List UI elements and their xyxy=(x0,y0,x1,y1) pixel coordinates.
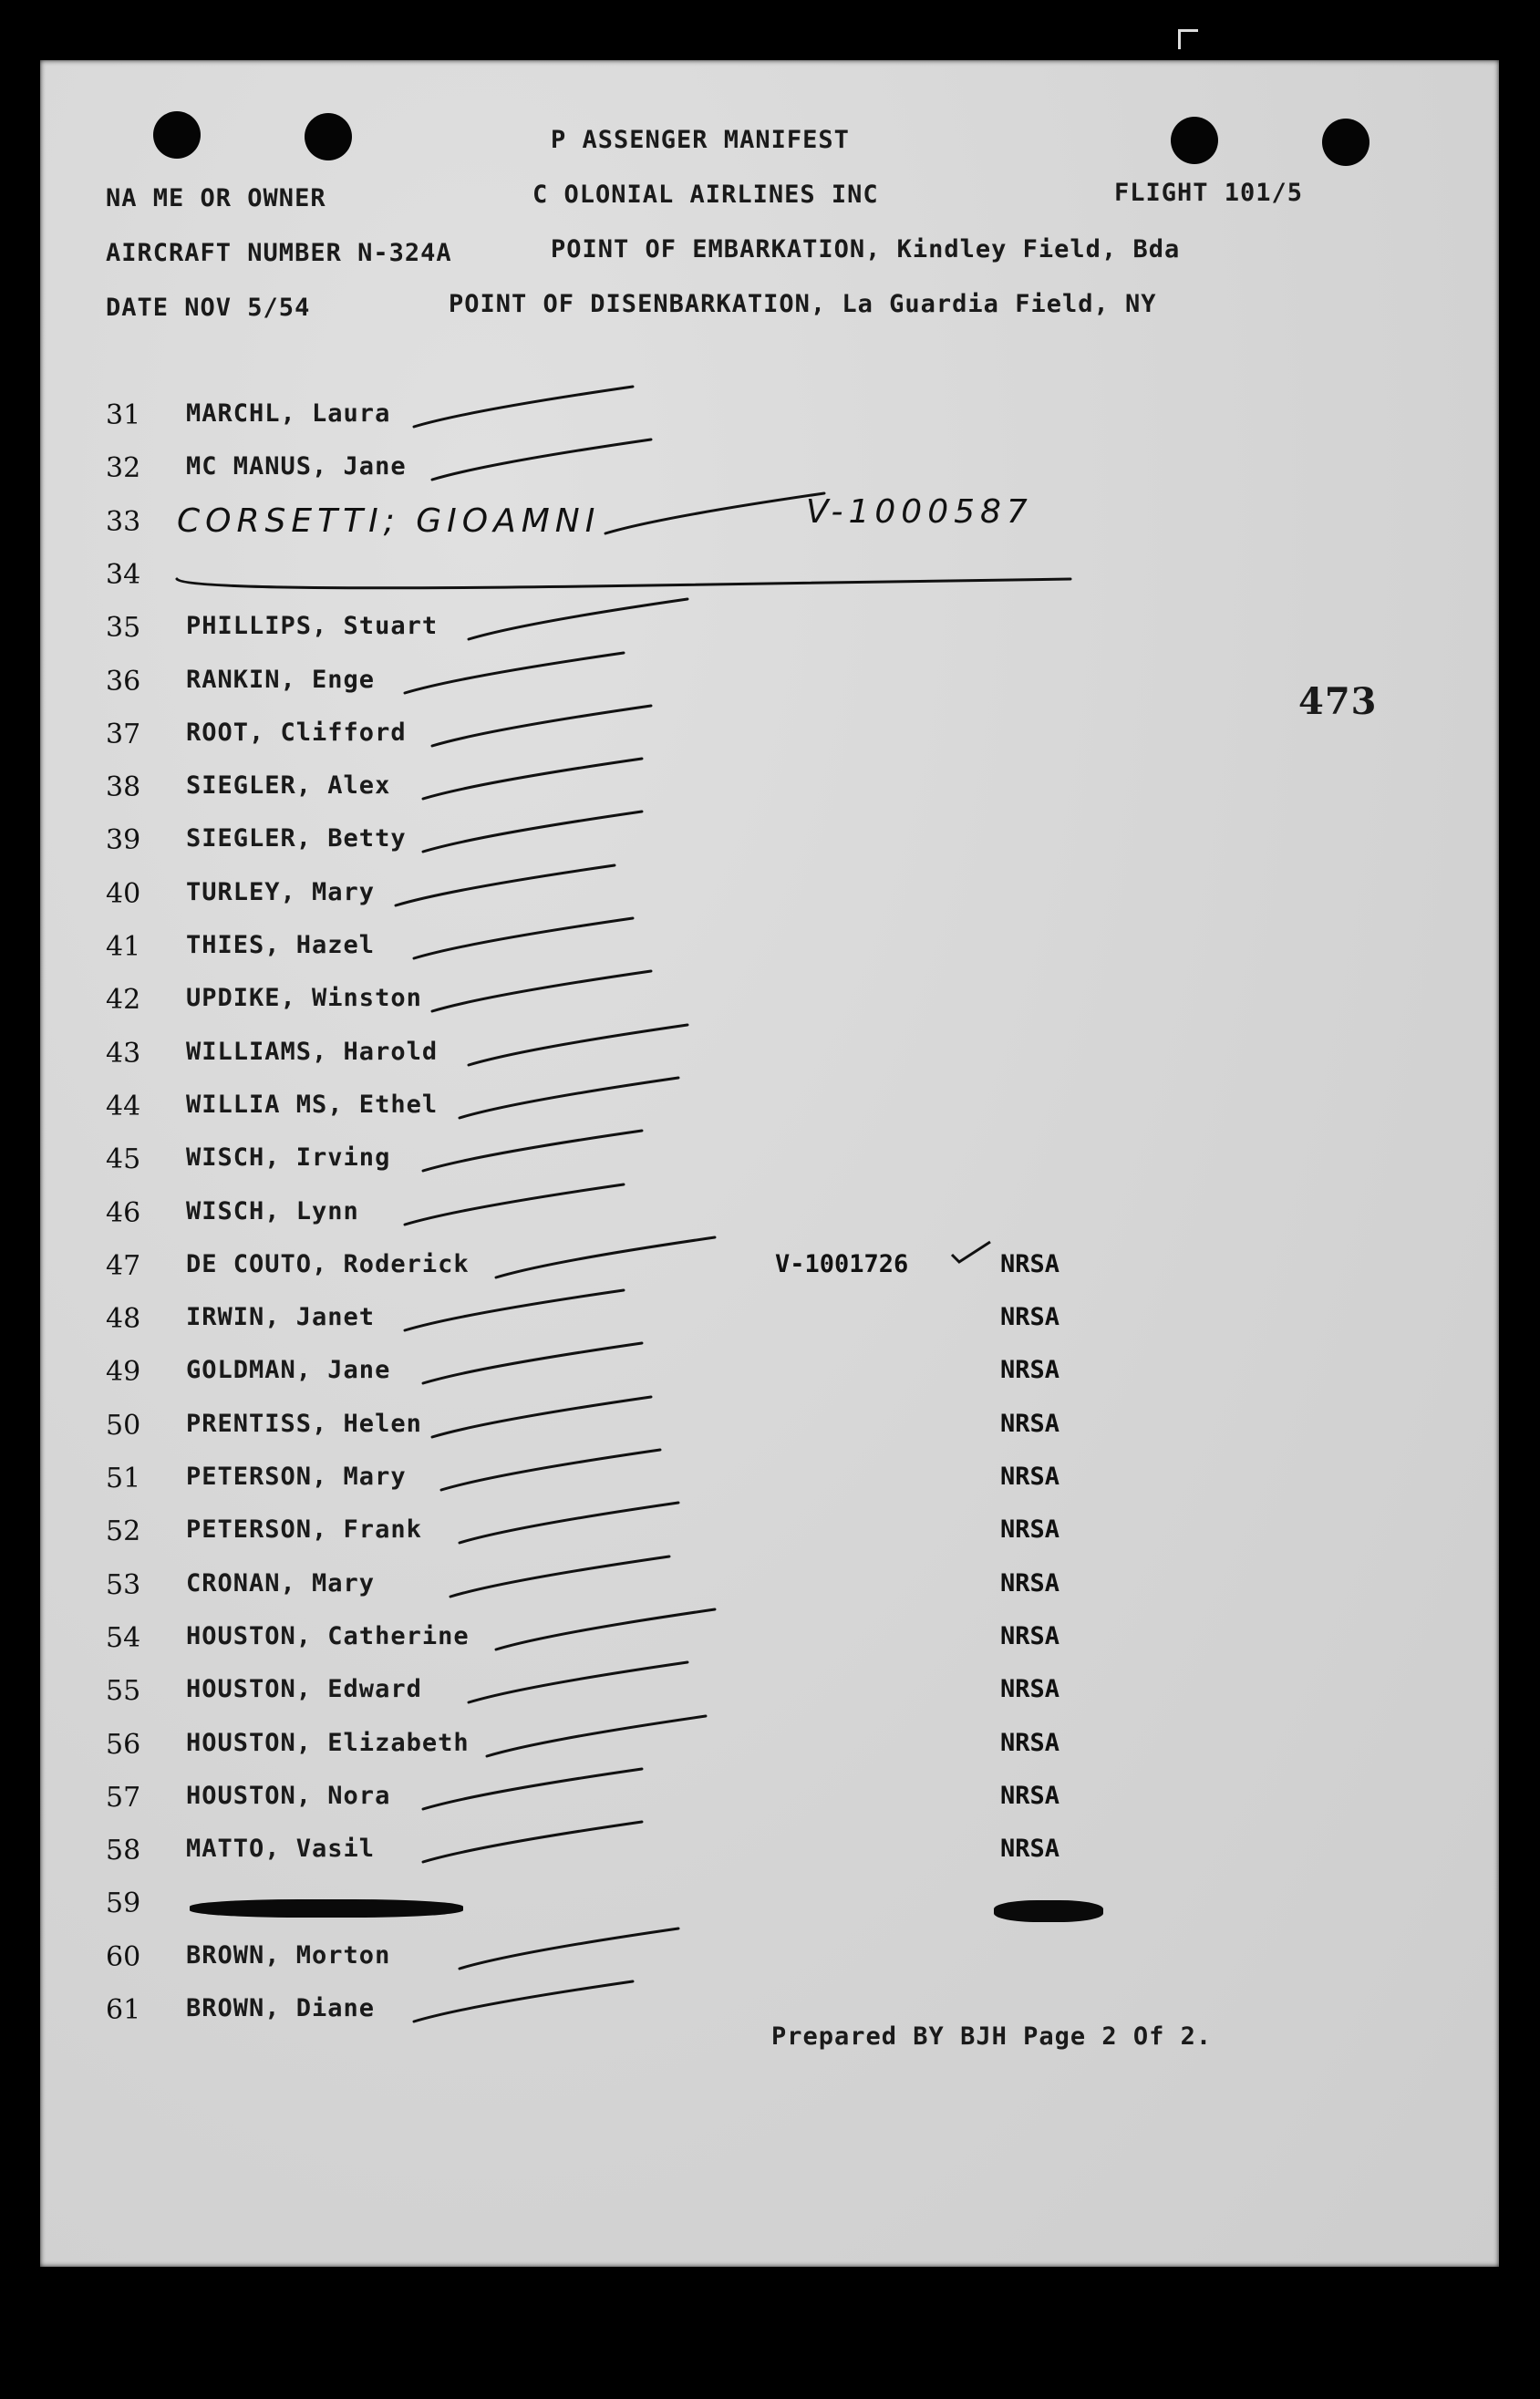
passenger-name: WISCH, Lynn xyxy=(186,1197,359,1225)
row-number: 49 xyxy=(106,1356,141,1388)
status-code: NRSA xyxy=(1000,1515,1060,1544)
passenger-name: GOLDMAN, Jane xyxy=(186,1356,391,1384)
status-code: NRSA xyxy=(1000,1463,1060,1491)
passenger-name: IRWIN, Janet xyxy=(186,1303,376,1331)
crop-mark xyxy=(1178,29,1198,32)
struck-out-status xyxy=(994,1900,1103,1922)
check-stroke xyxy=(469,1025,687,1065)
passenger-name: HOUSTON, Catherine xyxy=(186,1622,470,1650)
check-stroke xyxy=(423,812,642,852)
crop-mark xyxy=(1178,29,1181,49)
row-number: 37 xyxy=(106,719,141,750)
passenger-name: HOUSTON, Edward xyxy=(186,1675,422,1703)
row-number: 43 xyxy=(106,1038,141,1070)
check-stroke xyxy=(487,1716,706,1756)
passenger-name: CORSETTI; GIOAMNI xyxy=(177,502,601,540)
row-number: 32 xyxy=(106,452,141,484)
passenger-name: WISCH, Irving xyxy=(186,1143,391,1172)
row-number: 61 xyxy=(106,1994,141,2026)
owner-value: C OLONIAL AIRLINES INC xyxy=(532,181,879,209)
passenger-name: PETERSON, Frank xyxy=(186,1515,422,1544)
passenger-name: PHILLIPS, Stuart xyxy=(186,612,439,640)
check-stroke xyxy=(460,1929,678,1969)
row-number: 54 xyxy=(106,1622,141,1654)
check-stroke xyxy=(414,1981,633,2022)
visa-number: V-1001726 xyxy=(775,1250,909,1278)
row-number: 36 xyxy=(106,666,141,698)
passenger-name: RANKIN, Enge xyxy=(186,666,376,694)
check-stroke xyxy=(396,865,615,905)
status-code: NRSA xyxy=(1000,1835,1060,1863)
row-number: 48 xyxy=(106,1303,141,1335)
passenger-name: PETERSON, Mary xyxy=(186,1463,407,1491)
status-code: NRSA xyxy=(1000,1569,1060,1598)
row-number: 31 xyxy=(106,399,141,431)
row-number: 44 xyxy=(106,1091,141,1122)
check-stroke xyxy=(605,493,824,533)
flight-number: FLIGHT 101/5 xyxy=(1114,179,1304,207)
passenger-name: CRONAN, Mary xyxy=(186,1569,376,1598)
check-stroke xyxy=(460,1503,678,1543)
passenger-name: HOUSTON, Elizabeth xyxy=(186,1729,470,1757)
row-number: 50 xyxy=(106,1410,141,1442)
check-stroke xyxy=(177,579,1070,588)
row-number: 53 xyxy=(106,1569,141,1601)
passenger-name: TURLEY, Mary xyxy=(186,878,376,906)
check-stroke xyxy=(423,759,642,799)
check-stroke xyxy=(469,1662,687,1702)
status-code: NRSA xyxy=(1000,1782,1060,1810)
status-code: NRSA xyxy=(1000,1622,1060,1650)
check-stroke xyxy=(432,1397,651,1437)
row-number: 35 xyxy=(106,612,141,644)
check-stroke xyxy=(414,918,633,958)
row-number: 38 xyxy=(106,771,141,803)
row-number: 57 xyxy=(106,1782,141,1814)
manifest-page xyxy=(40,60,1499,2267)
passenger-name: BROWN, Morton xyxy=(186,1941,391,1970)
check-stroke xyxy=(496,1237,715,1277)
check-stroke xyxy=(496,1609,715,1649)
check-stroke xyxy=(405,1290,624,1330)
check-stroke xyxy=(460,1078,678,1118)
row-number: 46 xyxy=(106,1197,141,1229)
check-stroke xyxy=(432,706,651,746)
prepared-by-footer: Prepared BY BJH Page 2 Of 2. xyxy=(771,2022,1213,2051)
row-number: 56 xyxy=(106,1729,141,1761)
check-stroke xyxy=(414,387,633,427)
row-number: 60 xyxy=(106,1941,141,1973)
status-code: NRSA xyxy=(1000,1303,1060,1331)
disembarkation-point: POINT OF DISENBARKATION, La Guardia Field, NY xyxy=(449,290,1157,318)
passenger-name: BROWN, Diane xyxy=(186,1994,376,2022)
status-code: NRSA xyxy=(1000,1356,1060,1384)
passenger-name: SIEGLER, Betty xyxy=(186,824,407,853)
passenger-name: MC MANUS, Jane xyxy=(186,452,407,481)
struck-out-name xyxy=(190,1899,463,1918)
row-number: 51 xyxy=(106,1463,141,1494)
visa-number: V-1000587 xyxy=(806,493,1033,531)
check-stroke xyxy=(405,653,624,693)
handwritten-check-strokes xyxy=(40,60,1499,2267)
row-number: 42 xyxy=(106,984,141,1016)
passenger-name: HOUSTON, Nora xyxy=(186,1782,391,1810)
check-stroke xyxy=(432,439,651,480)
check-stroke xyxy=(423,1131,642,1171)
check-stroke xyxy=(441,1450,660,1490)
check-stroke xyxy=(469,599,687,639)
row-number: 59 xyxy=(106,1887,141,1919)
status-code: NRSA xyxy=(1000,1250,1060,1278)
passenger-name: DE COUTO, Roderick xyxy=(186,1250,470,1278)
page-stamp-number: 473 xyxy=(1298,680,1378,723)
passenger-name: MARCHL, Laura xyxy=(186,399,391,428)
check-stroke xyxy=(423,1822,642,1862)
passenger-name: WILLIAMS, Harold xyxy=(186,1038,439,1066)
row-number: 33 xyxy=(106,506,141,538)
passenger-name: THIES, Hazel xyxy=(186,931,376,959)
status-code: NRSA xyxy=(1000,1675,1060,1703)
passenger-name: MATTO, Vasil xyxy=(186,1835,376,1863)
row-number: 52 xyxy=(106,1515,141,1547)
passenger-name: ROOT, Clifford xyxy=(186,719,407,747)
status-code: NRSA xyxy=(1000,1729,1060,1757)
row-number: 45 xyxy=(106,1143,141,1175)
row-number: 55 xyxy=(106,1675,141,1707)
owner-label: NA ME OR OWNER xyxy=(106,184,326,212)
passenger-name: SIEGLER, Alex xyxy=(186,771,391,800)
row-number: 40 xyxy=(106,878,141,910)
check-stroke xyxy=(405,1184,624,1225)
status-code: NRSA xyxy=(1000,1410,1060,1438)
check-stroke xyxy=(423,1769,642,1809)
row-number: 47 xyxy=(106,1250,141,1282)
row-number: 41 xyxy=(106,931,141,963)
passenger-name: WILLIA MS, Ethel xyxy=(186,1091,439,1119)
passenger-name: PRENTISS, Helen xyxy=(186,1410,422,1438)
aircraft-number: AIRCRAFT NUMBER N-324A xyxy=(106,239,452,267)
check-stroke xyxy=(450,1556,669,1597)
row-number: 58 xyxy=(106,1835,141,1866)
passenger-name: UPDIKE, Winston xyxy=(186,984,422,1012)
check-stroke xyxy=(423,1343,642,1383)
manifest-date: DATE NOV 5/54 xyxy=(106,294,311,322)
manifest-title: P ASSENGER MANIFEST xyxy=(551,126,850,154)
tick-mark xyxy=(952,1242,990,1262)
row-number: 34 xyxy=(106,559,141,591)
check-stroke xyxy=(432,971,651,1011)
row-number: 39 xyxy=(106,824,141,856)
embarkation-point: POINT OF EMBARKATION, Kindley Field, Bda xyxy=(551,235,1181,264)
